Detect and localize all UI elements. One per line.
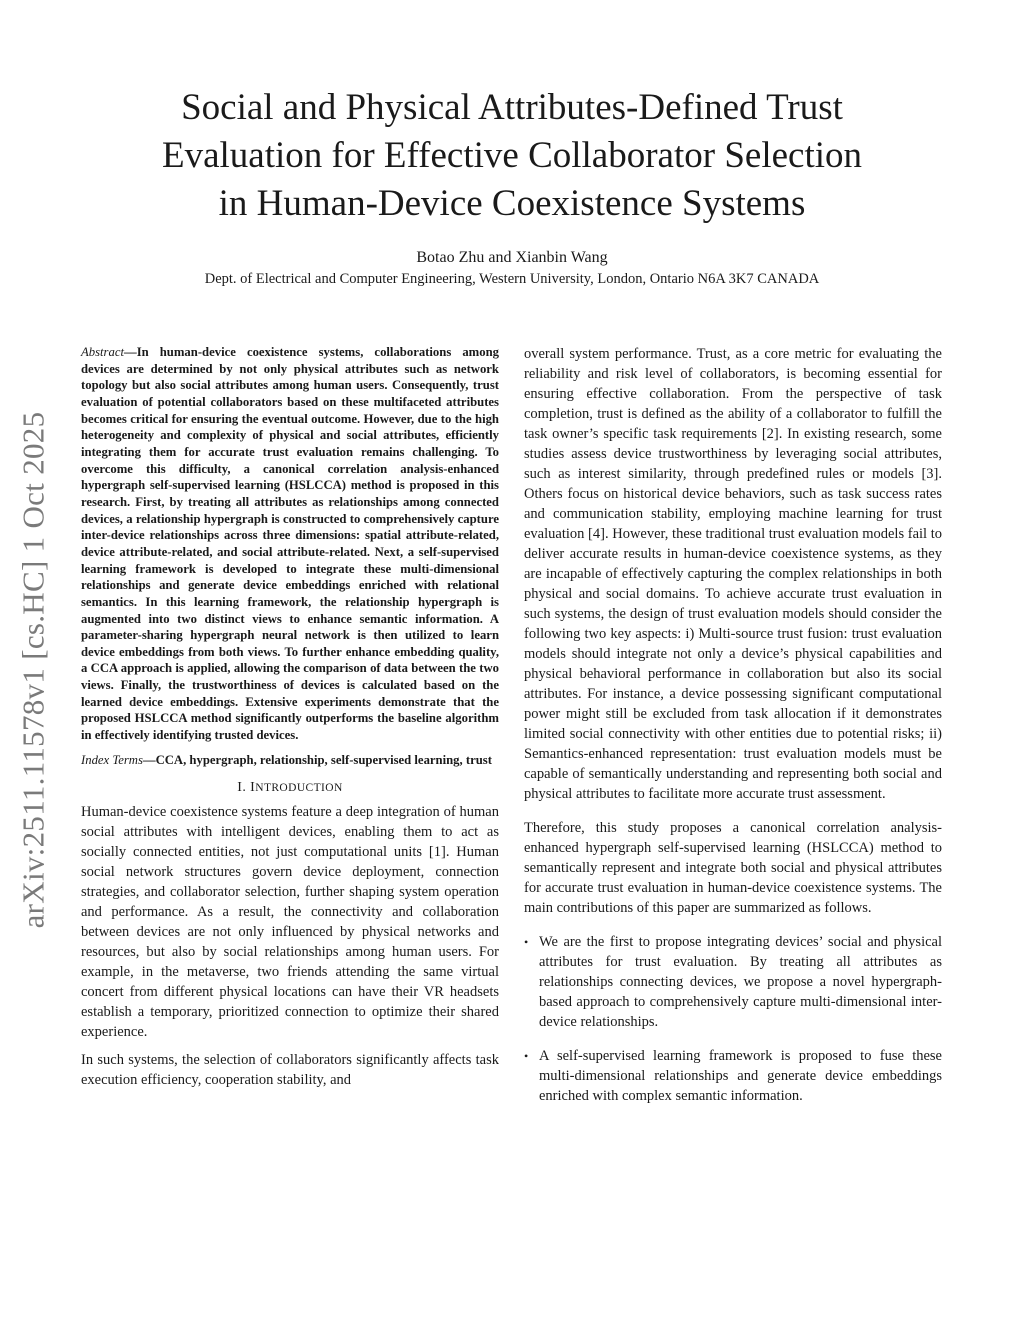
index-terms-label: Index Terms <box>81 752 143 767</box>
right-column <box>524 344 942 1120</box>
body-paragraph: Therefore, this study proposes a canonical correlation analysis-enhanced hypergraph self-supervised learning (HSLCCA) method to semantically represent and integrate both social and physical attributes for accurate trust evaluation in human-device coexistence systems. The main contributions of this paper are summarized as follows. <box>524 820 942 916</box>
abstract-text: —In human-device coexistence systems, collaborations among devices are determined by not only physical attributes such as network topology but also social attributes among human users. Consequently, trust evaluation of potential collaborators based on these multifaceted attributes becomes critical for ensuring the eventual outcome. However, due to the high heterogeneity and complexity of physical and social attributes, efficiently integrating them for accurate trust evaluation remains challenging. To overcome this difficulty, a canonical correlation analysis-enhanced hypergraph self-supervised learning (HSLCCA) method is proposed in this research. First, by treating all attributes as relationships among connected devices, a relationship hypergraph is constructed to comprehensively capture inter-device relationships across three dimensions: spatial attribute-related, device attribute-related, and social attribute-related. Next, a self-supervised learning framework is developed to integrate these multi-dimensional relationships and generate device embeddings enriched with relational semantics. In this learning framework, the relationship hypergraph is augmented into two distinct views to enhance semantic information. A parameter-sharing hypergraph neural network is then utilized to learn device embeddings from both views. To further enhance embedding quality, a CCA approach is applied, allowing the comparison of data between the two views. Finally, the trustworthiness of devices is calculated based on the learned device embeddings. Extensive experiments demonstrate that the proposed HSLCCA method significantly outperforms the baseline algorithm in effectively identifying trusted devices. <box>81 345 499 743</box>
paper-title <box>80 84 944 228</box>
bullet-icon: • <box>524 935 529 949</box>
list-item: • We are the first to propose integrating devices’ social and physical attributes for trust evaluation. By treating all attributes as relationships connecting devices, we propose a novel hypergraph-based approach to comprehensively capture multi-dimensional inter-device relationships. <box>524 934 942 1030</box>
body-paragraph: Human-device coexistence systems feature a deep integration of human social attributes with intelligent devices, enabling them to act as socially connected entities, not just computational units [1]. Human social network structures govern device deployment, connection strategies, and collaborator selection, further shaping system operation and performance. As a result, the connectivity and collaboration between devices are not only influenced by physical networks and resources, but also by social relationships among human users. For example, in the metaverse, two friends attending the same virtual concert from different physical locations can have their VR headsets establish a temporary, prioritized connection to optimize their shared experience. <box>81 804 499 1041</box>
arxiv-identifier: arXiv:2511.11578v1 [cs.HC] 1 Oct 2025 <box>15 411 51 929</box>
body-paragraph: In such systems, the selection of collaborators significantly affects task execution efficiency, cooperation stability, and <box>81 1052 499 1089</box>
body-paragraph: overall system performance. Trust, as a core metric for evaluating the reliability and risk level of collaborators, is becoming essential for ensuring effective collaboration. From the perspective of task completion, trust is defined as the ability of a collaborator to fulfill the task owner’s specific task requirements [2]. In existing research, some studies assess device trustworthiness by leveraging social attributes, such as interest similarity, through predefined rules or models [3]. Others focus on historical device behaviors, such as task success rates and communication stability, employing machine learning for trust evaluation [4]. However, these traditional trust evaluation models fail to deliver accurate results in human-device coexistence systems, as they are incapable of effectively capturing the complex relationships in both physical and social domains. To achieve accurate trust evaluation in such systems, the design of trust evaluation models should consider the following two key aspects: i) Multi-source trust fusion: trust evaluation models should integrate not only a device’s physical capabilities and physical behavioral performance in collaboration but also its social attributes. For instance, a device possessing significant computational power might still be excluded from task allocation if it demonstrates limited social connectivity with other entities due to potential risks; ii) Semantics-enhanced representation: trust evaluation models must be capable of semantically understanding and representing both social and physical attributes to facilitate more accurate trust assessment. <box>524 346 942 802</box>
author-affiliation: Dept. of Electrical and Computer Engineering, Western University, London, Ontario N6A 3K7 CANADA <box>204 271 820 287</box>
list-item: • A self-supervised learning framework is proposed to fuse these multi-dimensional relationships and generate device embeddings enriched with complex semantic information. <box>524 1048 942 1104</box>
arxiv-sidebar-stamp <box>12 380 54 960</box>
title-line: in Human-Device Coexistence Systems <box>218 183 806 224</box>
abstract <box>81 344 499 744</box>
author-list: Botao Zhu and Xianbin Wang <box>416 249 608 266</box>
title-line: Evaluation for Effective Collaborator Selection <box>161 135 863 176</box>
index-terms-text: —CCA, hypergraph, relationship, self-supervised learning, trust <box>142 752 492 767</box>
contribution-list <box>524 932 942 1106</box>
left-column <box>81 344 499 1090</box>
section-heading-introduction: I. INTRODUCTION <box>237 780 343 796</box>
index-terms <box>81 752 499 769</box>
bullet-icon: • <box>524 1049 529 1063</box>
title-line: Social and Physical Attributes-Defined Trust <box>181 87 843 128</box>
abstract-label: Abstract <box>81 345 124 359</box>
